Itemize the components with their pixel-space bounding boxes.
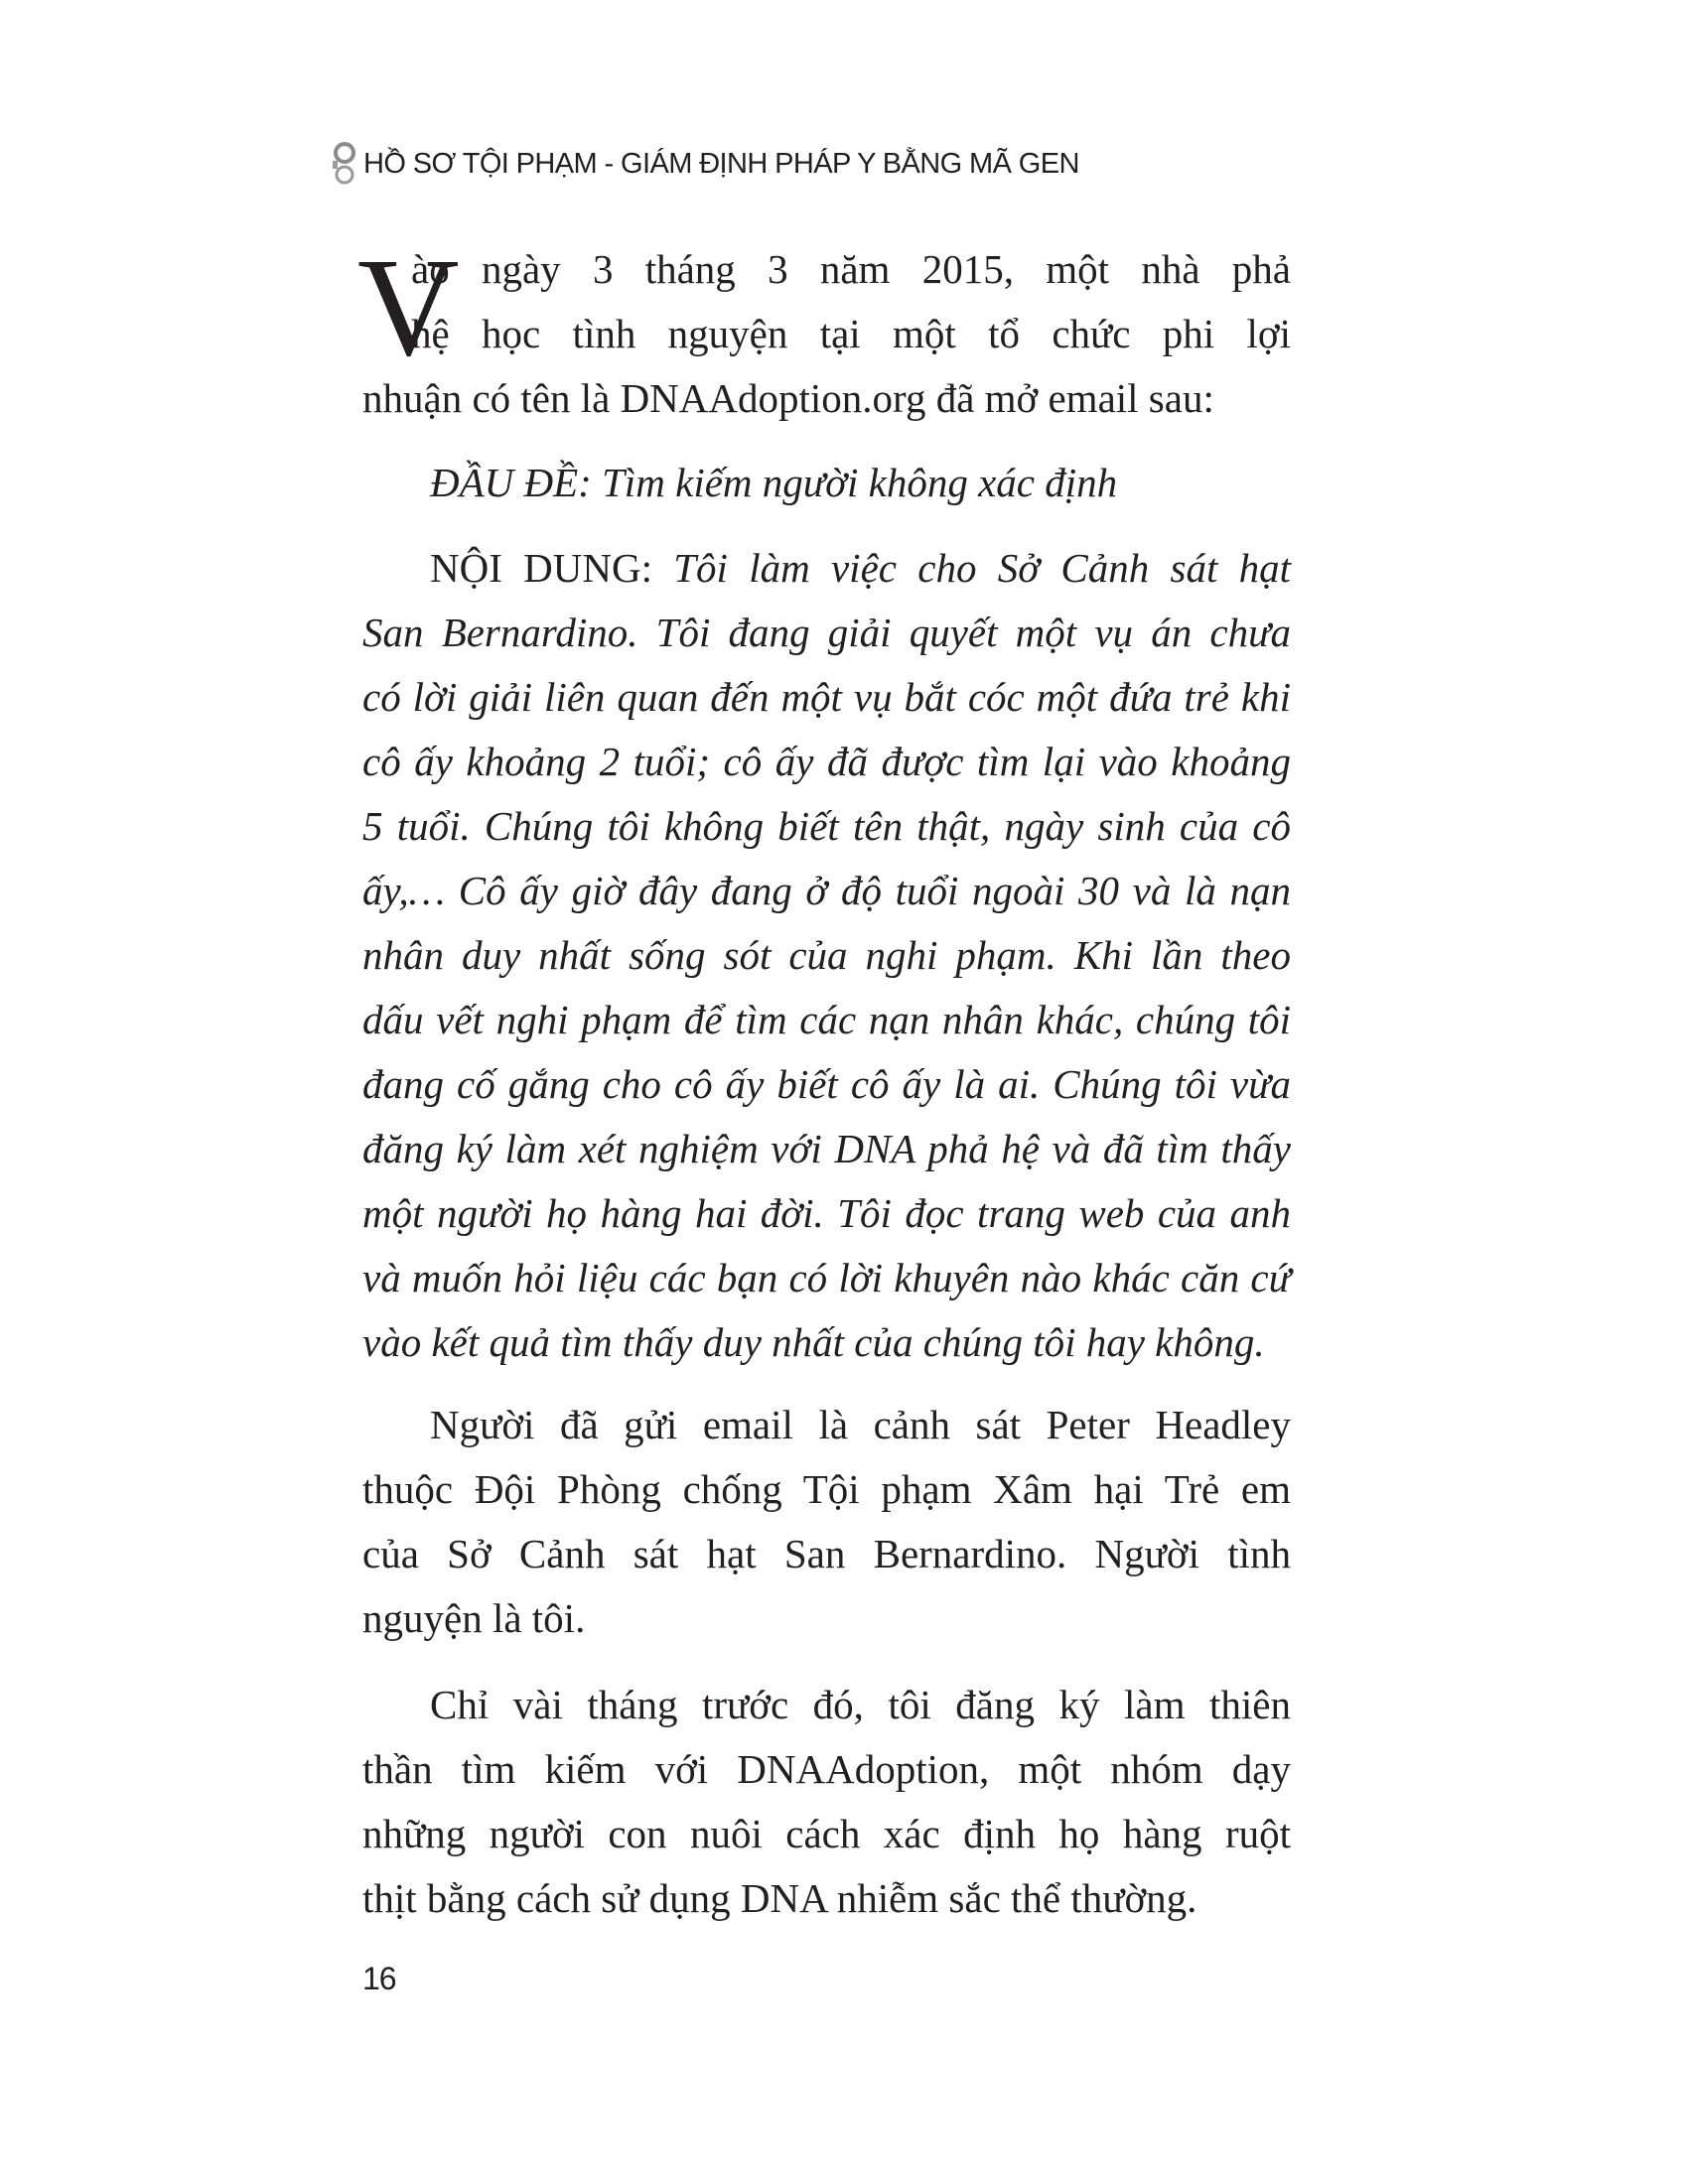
text-line: đang cố gắng cho cô ấy biết cô ấy là ai. Chúng tôi vừa xyxy=(362,1061,1291,1107)
text-line: thuộc Đội Phòng chống Tội phạm Xâm hại Trẻ em xyxy=(362,1466,1291,1512)
text-line: hệ học tình nguyện tại một tổ chức phi lợi xyxy=(411,311,1291,356)
running-header xyxy=(330,139,1079,189)
text-line: San Bernardino. Tôi đang giải quyết một vụ án chưa xyxy=(362,610,1291,655)
email-body-text: Tôi làm việc cho Sở Cảnh sát hạt xyxy=(673,545,1291,591)
text-line: một người họ hàng hai đời. Tôi đọc trang web của anh xyxy=(362,1190,1291,1236)
text-line: vào kết quả tìm thấy duy nhất của chúng tôi hay không. xyxy=(362,1319,1265,1365)
text-line: đăng ký làm xét nghiệm với DNA phả hệ và đã tìm thấy xyxy=(362,1126,1291,1171)
text-line: những người con nuôi cách xác định họ hàng ruột xyxy=(362,1811,1291,1856)
text-line: Chỉ vài tháng trước đó, tôi đăng ký làm thiên xyxy=(430,1682,1291,1727)
text-line: thịt bằng cách sử dụng DNA nhiễm sắc thể thường. xyxy=(362,1875,1197,1921)
text-line: ào ngày 3 tháng 3 năm 2015, một nhà phả xyxy=(411,246,1291,292)
text-line: nguyện là tôi. xyxy=(362,1595,586,1641)
text-line: nhuận có tên là DNAAdoption.org đã mở email sau: xyxy=(362,375,1214,421)
drop-cap: V xyxy=(357,228,460,385)
text-line: và muốn hỏi liệu các bạn có lời khuyên nào khác căn cứ xyxy=(362,1255,1291,1300)
handcuffs-icon xyxy=(330,141,359,187)
email-body-first-line xyxy=(430,536,1291,601)
text-line: dấu vết nghi phạm để tìm các nạn nhân khác, chúng tôi xyxy=(362,997,1291,1042)
header-title: HỒ SƠ TỘI PHẠM - GIÁM ĐỊNH PHÁP Y BẰNG MÃ GEN xyxy=(363,147,1079,180)
text-line: có lời giải liên quan đến một vụ bắt cóc một đứa trẻ khi xyxy=(362,674,1291,720)
page-number: 16 xyxy=(362,1961,396,1996)
email-body-label: NỘI DUNG: xyxy=(430,545,674,591)
email-subject: ĐẦU ĐỀ: Tìm kiếm người không xác định xyxy=(430,460,1118,505)
text-line: nhân duy nhất sống sót của nghi phạm. Khi lần theo xyxy=(362,932,1291,978)
text-line: cô ấy khoảng 2 tuổi; cô ấy đã được tìm lại vào khoảng xyxy=(362,739,1291,784)
text-line: của Sở Cảnh sát hạt San Bernardino. Người tình xyxy=(362,1531,1291,1576)
text-line: 5 tuổi. Chúng tôi không biết tên thật, ngày sinh của cô xyxy=(362,803,1291,849)
text-line: ấy,… Cô ấy giờ đây đang ở độ tuổi ngoài 30 và là nạn xyxy=(362,868,1291,913)
text-line: Người đã gửi email là cảnh sát Peter Headley xyxy=(430,1402,1291,1447)
text-line: thần tìm kiếm với DNAAdoption, một nhóm dạy xyxy=(362,1746,1291,1792)
